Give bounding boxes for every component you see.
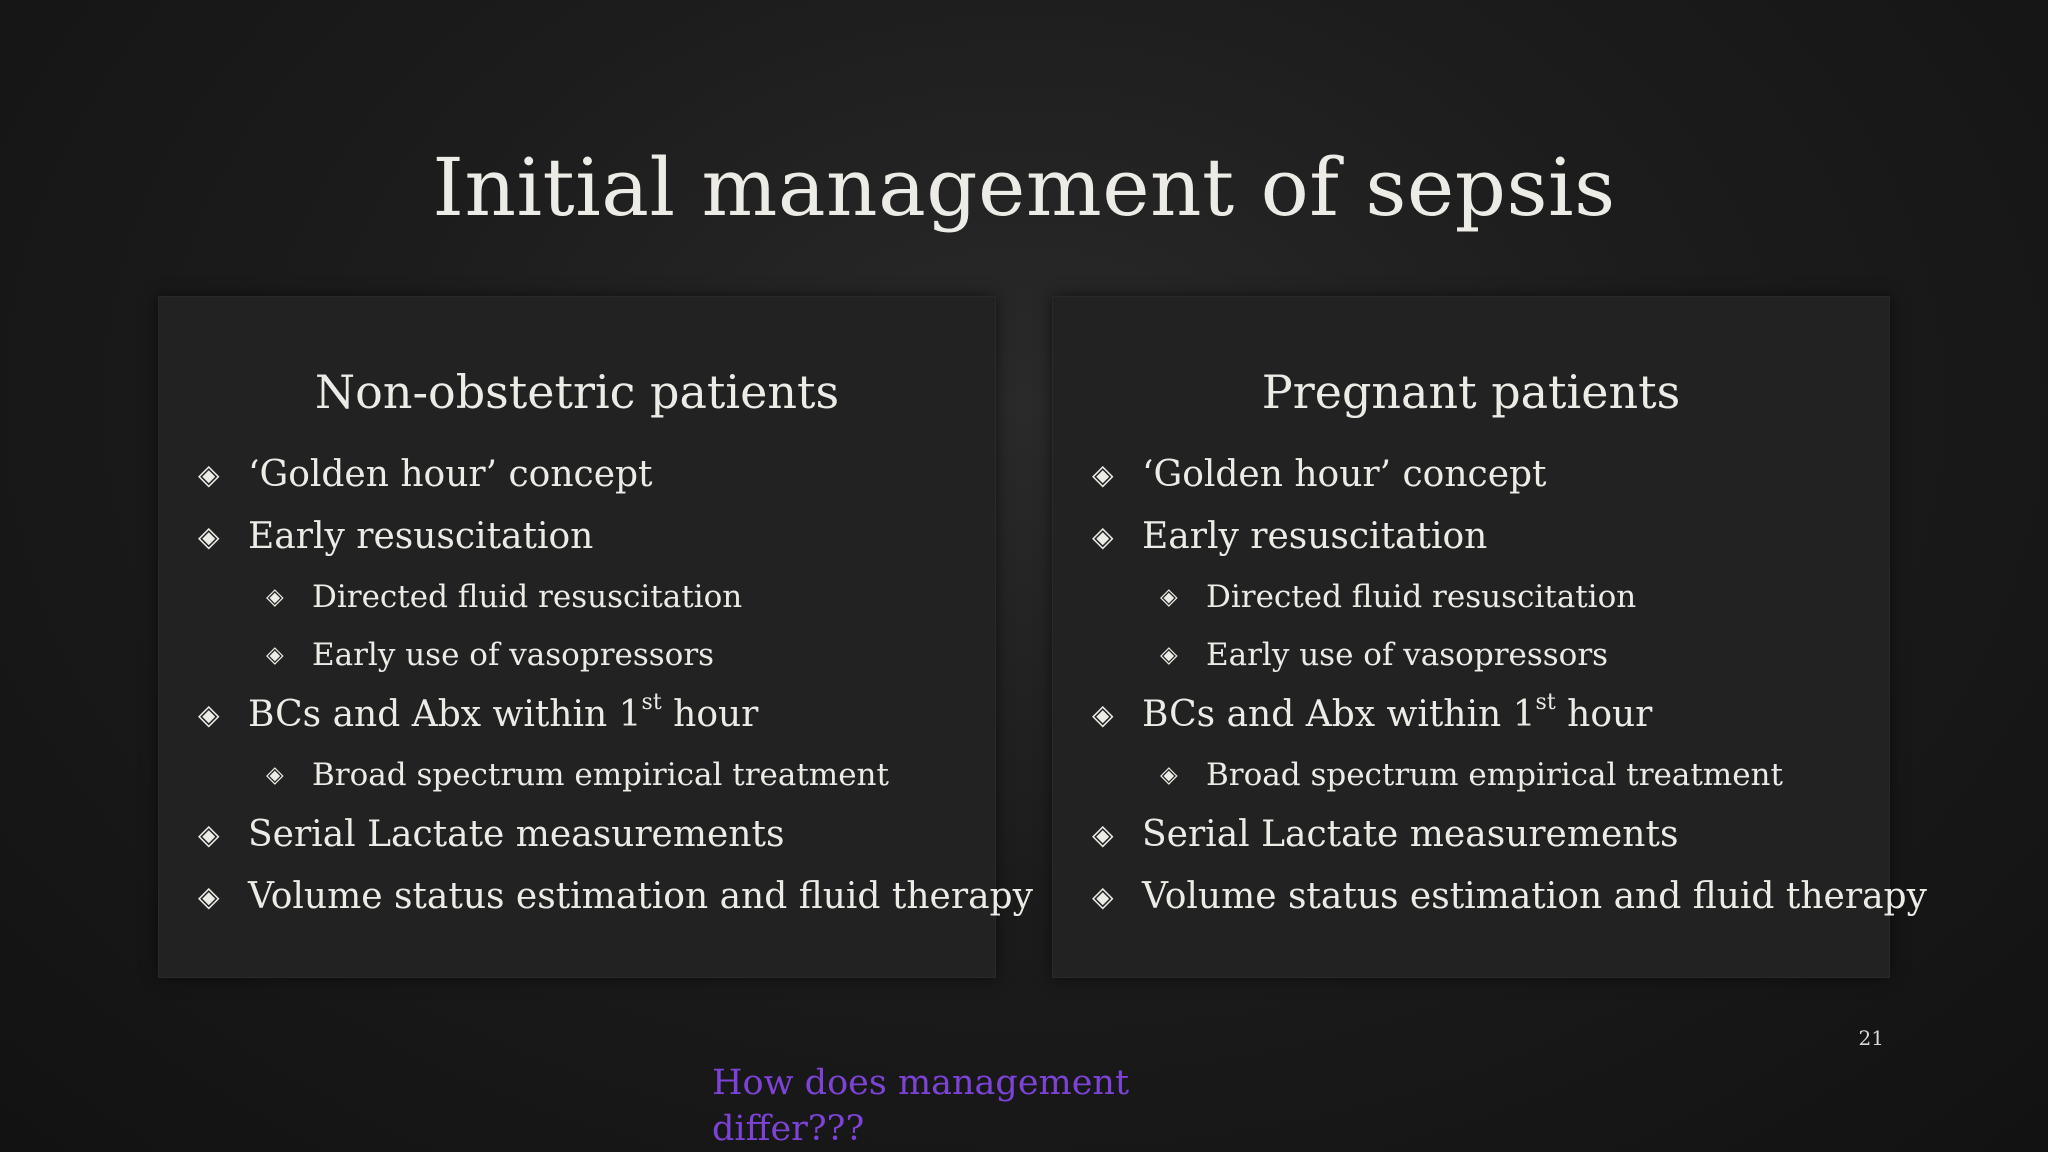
list-item xyxy=(1052,684,1890,746)
diamond-outline-icon: ◈ xyxy=(198,520,220,553)
diamond-outline-icon: ◈ xyxy=(1092,880,1114,913)
left-panel xyxy=(158,296,1033,978)
item-text-after: hour xyxy=(1555,694,1653,735)
diamond-outline-icon: ◈ xyxy=(198,880,220,913)
right-bullet-list xyxy=(1052,444,1927,928)
list-item xyxy=(158,626,996,684)
item-text: ‘Golden hour’ concept xyxy=(248,454,653,495)
diamond-outline-icon: ◈ xyxy=(1160,762,1178,788)
slide-title: Initial management of sepsis xyxy=(432,141,1616,234)
diamond-outline-icon: ◈ xyxy=(1092,520,1114,553)
item-text: Broad spectrum empirical treatment xyxy=(312,757,889,793)
diamond-outline-icon: ◈ xyxy=(266,642,284,668)
page-number: 21 xyxy=(1858,1026,1884,1050)
diamond-outline-icon: ◈ xyxy=(266,584,284,610)
item-text: Serial Lactate measurements xyxy=(248,814,785,855)
left-panel-heading: Non-obstetric patients xyxy=(314,365,840,419)
item-text: Early use of vasopressors xyxy=(312,637,715,673)
item-text: BCs and Abx within 1 xyxy=(248,694,642,735)
list-item xyxy=(158,568,996,626)
list-item xyxy=(158,684,996,746)
right-panel xyxy=(1052,296,1927,978)
item-text: Early resuscitation xyxy=(1142,516,1488,557)
item-text: ‘Golden hour’ concept xyxy=(1142,454,1547,495)
item-text: Directed fluid resuscitation xyxy=(1206,579,1637,615)
item-text: Volume status estimation and fluid therapy xyxy=(248,876,1033,917)
presenter-note: How does management differ??? xyxy=(712,1063,1130,1149)
list-item xyxy=(1052,506,1890,568)
list-item xyxy=(1052,866,1927,928)
list-item xyxy=(1052,568,1890,626)
list-item xyxy=(158,746,996,804)
diamond-outline-icon: ◈ xyxy=(198,698,220,731)
diamond-outline-icon: ◈ xyxy=(1160,642,1178,668)
item-text: Broad spectrum empirical treatment xyxy=(1206,757,1783,793)
list-item xyxy=(1052,626,1890,684)
list-item xyxy=(1052,804,1890,866)
item-text: Early use of vasopressors xyxy=(1206,637,1609,673)
left-bullet-list xyxy=(158,444,1033,928)
diamond-outline-icon: ◈ xyxy=(1092,458,1114,491)
list-item xyxy=(158,866,1033,928)
diamond-outline-icon: ◈ xyxy=(1092,818,1114,851)
diamond-outline-icon: ◈ xyxy=(266,762,284,788)
item-superscript: st xyxy=(1535,690,1556,715)
item-text: Directed fluid resuscitation xyxy=(312,579,743,615)
list-item xyxy=(1052,746,1890,804)
diamond-outline-icon: ◈ xyxy=(1160,584,1178,610)
item-superscript: st xyxy=(641,690,662,715)
diamond-outline-icon: ◈ xyxy=(198,818,220,851)
item-text: Serial Lactate measurements xyxy=(1142,814,1679,855)
item-text-after: hour xyxy=(661,694,759,735)
item-text: BCs and Abx within 1 xyxy=(1142,694,1536,735)
diamond-outline-icon: ◈ xyxy=(198,458,220,491)
list-item xyxy=(158,804,996,866)
item-text: Early resuscitation xyxy=(248,516,594,557)
list-item xyxy=(158,444,996,506)
item-text: Volume status estimation and fluid therapy xyxy=(1142,876,1927,917)
diamond-outline-icon: ◈ xyxy=(1092,698,1114,731)
right-panel-heading: Pregnant patients xyxy=(1261,365,1681,419)
list-item xyxy=(1052,444,1890,506)
list-item xyxy=(158,506,996,568)
